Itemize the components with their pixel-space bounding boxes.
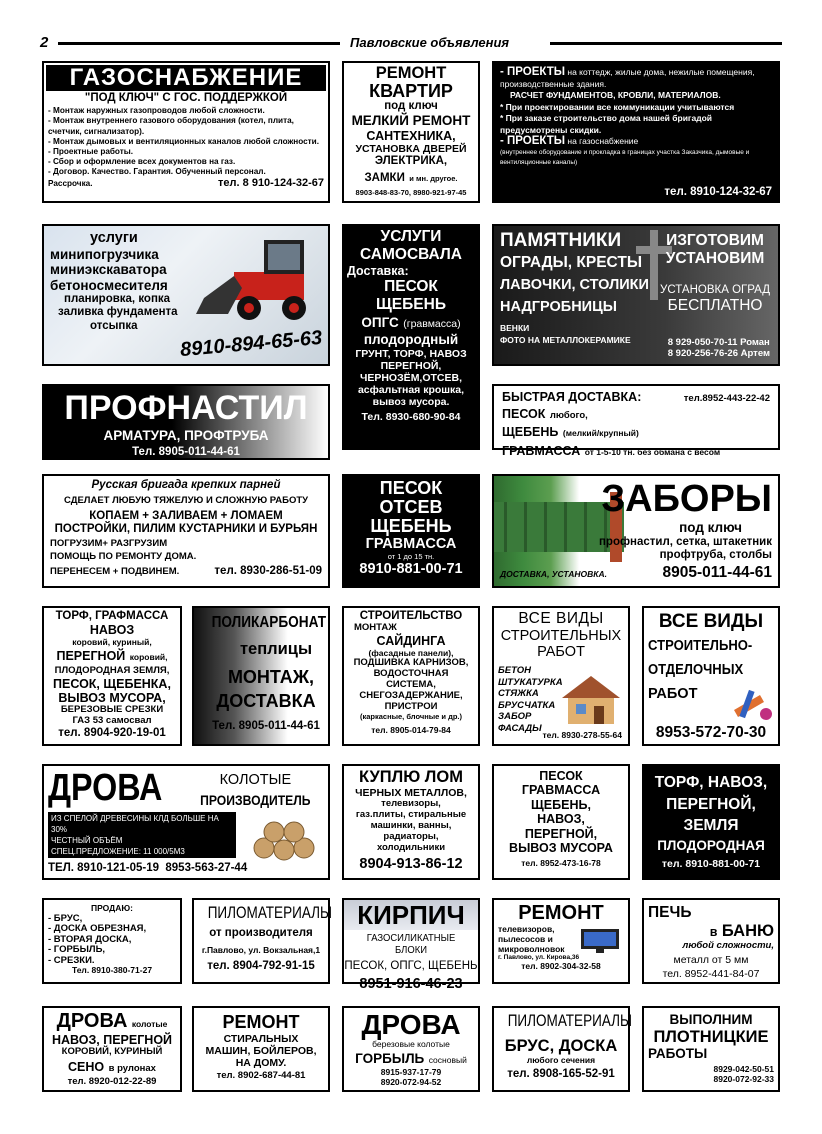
samosval-phone: Тел. 8930-680-90-84 — [361, 410, 461, 423]
gas-subtitle: "ПОД КЛЮЧ" С ГОС. ПОДДЕРЖКОЙ — [84, 92, 288, 104]
drova3-phone-2: 8920-072-94-52 — [380, 1076, 442, 1087]
drova3-phone-1: 8915-937-17-79 — [380, 1067, 442, 1078]
torf1-l4b: коровий, — [129, 652, 168, 663]
remont-phone: 8903-848-83-70, 8980-921-97-45 — [355, 187, 467, 197]
kirpich-phone: 8951-916-46-23 — [359, 976, 463, 993]
pilo1-l2: от производителя — [209, 926, 313, 939]
gas-list — [48, 106, 324, 189]
prodayu-item: - БРУС, — [48, 912, 83, 924]
bystr-phone: тел.8952-443-22-42 — [683, 393, 770, 404]
plotnik-l2: ПЛОТНИЦКИЕ — [653, 1027, 769, 1046]
samosval-l1: УСЛУГИ — [380, 228, 442, 245]
remstir-l4: НА ДОМУ. — [235, 1056, 287, 1069]
polik-l4: ДОСТАВКА — [216, 691, 316, 712]
remtv-l2: телевизоров, — [498, 924, 555, 934]
bystr-l2b: любого, — [549, 409, 588, 421]
plotnik-l3: РАБОТЫ — [648, 1046, 708, 1062]
ad-torf-navoz — [642, 764, 780, 880]
house-image — [560, 674, 622, 726]
drova1-phone: ТЕЛ. 8910-121-05-19 8953-563-27-44 — [48, 861, 248, 874]
lom-l7: холодильники — [376, 841, 446, 853]
stroimont-l5: ПОДШИВКА КАРНИЗОВ, — [353, 657, 469, 669]
pesok-l5: от 1 до 15 тн. — [387, 551, 435, 561]
brigada-l2: СДЕЛАЕТ ЛЮБУЮ ТЯЖЕЛУЮ И СЛОЖНУЮ РАБОТУ — [63, 495, 309, 507]
drova1-title: ДРОВА — [48, 767, 163, 809]
torf1-phone: тел. 8904-920-19-01 — [58, 727, 166, 740]
pesok-l1: ПЕСОК — [379, 478, 443, 498]
stroimont-l3: САЙДИНГА — [376, 634, 446, 649]
stroimont-l9: ПРИСТРОИ — [384, 700, 438, 712]
firewood-image — [250, 816, 322, 862]
gas-item: - Монтаж дымовых и вентиляционных каналов любой сложности. — [48, 136, 319, 146]
drova1-offer — [48, 812, 236, 858]
brigada-phone: тел. 8930-286-51-09 — [214, 565, 322, 578]
kirpich-l3: ПЕСОК, ОПГС, ЩЕБЕНЬ — [344, 960, 478, 973]
pilo2-l3: любого сечения — [526, 1054, 596, 1065]
remont-l5: САНТЕХНИКА, — [366, 128, 456, 143]
pamyat-r1: ИЗГОТОВИМ — [666, 232, 764, 249]
otdelka-l4: РАБОТ — [648, 686, 698, 702]
stroimont-l1: СТРОИТЕЛЬСТВО — [359, 610, 463, 622]
gas-title: ГАЗОСНАБЖЕНИЕ — [46, 65, 326, 91]
pilo1-phone: тел. 8904-792-91-15 — [207, 959, 315, 972]
pilo1-l3: г.Павлово, ул. Вокзальная,1 — [201, 945, 321, 956]
ad-pesok-otsev — [342, 474, 480, 588]
prodayu-phone: Тел. 8910-380-71-27 — [71, 965, 153, 976]
drova2-l1a: ДРОВА — [56, 1010, 128, 1032]
otdelka-l2: СТРОИТЕЛЬНО- — [648, 638, 753, 654]
excavator-image — [194, 232, 328, 322]
ad-torf-grafmassa — [42, 606, 182, 746]
bystr-l1: БЫСТРАЯ ДОСТАВКА: — [502, 390, 642, 404]
drova1-b2: ЧЕСТНЫЙ ОБЪЁМ — [51, 836, 123, 845]
remont-l8b: и мн. другое. — [409, 174, 458, 184]
ad-proekty — [492, 61, 780, 203]
torf1-l8: БЕРЕЗОВЫЕ СРЕЗКИ — [60, 704, 164, 716]
drova1-r2: ПРОИЗВОДИТЕЛЬ — [200, 792, 311, 808]
minigruz-phone: 8910-894-65-63 — [178, 326, 323, 362]
proekt-l2: РАСЧЕТ ФУНДАМЕНТОВ, КРОВЛИ, МАТЕРИАЛОВ. — [510, 90, 721, 100]
brigada-l1: Русская бригада крепких парней — [91, 479, 281, 491]
pesok2-l5: ПЕРЕГНОЙ, — [524, 826, 598, 841]
pamyat-r4: БЕСПЛАТНО — [667, 296, 763, 314]
proekt-l5a: - ПРОЕКТЫ — [500, 135, 566, 147]
remont-l1: РЕМОНТ — [375, 64, 447, 82]
torf2-phone: тел. 8910-881-00-71 — [661, 858, 761, 870]
pesok2-l4: НАВОЗ, — [537, 812, 585, 827]
drova1-r1: КОЛОТЫЕ — [219, 772, 292, 788]
otdelka-phone: 8953-572-70-30 — [655, 724, 767, 742]
header-rule-right — [550, 42, 782, 45]
minigruz-l4: бетоносмесителя — [50, 277, 168, 293]
ad-drova-kolotye — [42, 764, 330, 880]
proekt-l4: * При заказе строительство дома нашей бригадой предусмотрены скидки. — [500, 113, 713, 135]
ad-plotnickie — [642, 1006, 780, 1092]
samosval-l7: плодородный — [363, 332, 459, 348]
pamyat-phone-1: 8 929-050-70-11 Роман — [667, 337, 770, 349]
prof-subtitle: АРМАТУРА, ПРОФТРУБА — [103, 428, 269, 443]
stroimont-l6: ВОДОСТОЧНАЯ — [373, 668, 449, 680]
pech-l2b: БАНЮ — [721, 921, 774, 940]
minigruz-l3: миниэкскаватора — [50, 262, 167, 278]
ad-drova-seno — [42, 1006, 182, 1092]
polik-l2: теплицы — [239, 639, 313, 658]
remtv-phone: тел. 8902-304-32-58 — [521, 960, 601, 971]
drova2-l1b: колотые — [131, 1019, 168, 1029]
gas-phone: тел. 8 910-124-32-67 — [218, 176, 324, 189]
pamyat-l5: ВЕНКИ — [500, 323, 530, 333]
brigada-l6: ПОМОЩЬ ПО РЕМОНТУ ДОМА. — [50, 550, 197, 562]
proekt-l1b: на коттедж, жилые дома, нежилые помещения, производственные здания. — [500, 67, 755, 89]
drova1-b3: СПЕЦ.ПРЕДЛОЖЕНИЕ: 11 000/5М3 — [51, 847, 185, 856]
zabory-l2: профнастил, сетка, штакетник — [598, 535, 772, 548]
ad-pilomaterialy-1 — [192, 898, 333, 984]
remstir-l1: РЕМОНТ — [222, 1012, 300, 1032]
pech-phone: тел. 8952-441-84-07 — [662, 968, 760, 981]
zabory-l4: ДОСТАВКА, УСТАНОВКА. — [500, 568, 607, 579]
samosval-l4: ПЕСОК — [384, 278, 438, 295]
remtv-l5: г. Павлово, ул. Кирова,36 — [498, 954, 580, 962]
bystr-l4a: ГРАВМАССА — [502, 443, 581, 458]
torf2-l3: ЗЕМЛЯ — [683, 817, 739, 834]
polik-l3: МОНТАЖ, — [227, 666, 315, 687]
pech-l1: ПЕЧЬ — [648, 904, 692, 921]
pilo2-phone: тел. 8908-165-52-91 — [507, 1067, 615, 1080]
ad-pech — [642, 898, 780, 984]
pilo2-l2: БРУС, ДОСКА — [504, 1036, 618, 1055]
lom-l3: телевизоры, — [381, 798, 441, 810]
lom-l5: машинки, ванны, — [370, 819, 452, 831]
drova2-phone: тел. 8920-012-22-89 — [67, 1075, 157, 1087]
remont-l3: под ключ — [384, 100, 438, 112]
minigruz-l6: заливка фундамента — [58, 306, 178, 319]
stroimont-l10: (каркасные, блочные и др.) — [359, 711, 463, 721]
torf1-l2: НАВОЗ — [89, 623, 135, 638]
samosval-l9: ПЕРЕГНОЙ, — [380, 359, 442, 372]
bystr-l3a: ЩЕБЕНЬ — [502, 425, 559, 440]
drova3-l1: ДРОВА — [361, 1009, 461, 1040]
vsevidy-item: БРУСЧАТКА — [498, 699, 556, 711]
pesok2-l6: ВЫВОЗ МУСОРА — [509, 840, 613, 855]
pamyat-l3: ЛАВОЧКИ, СТОЛИКИ — [500, 277, 649, 293]
pilo2-l1: ПИЛОМАТЕРИАЛЫ — [507, 1012, 633, 1030]
remont-l8a: ЗАМКИ — [364, 172, 405, 185]
pech-l4: металл от 5 мм — [673, 954, 749, 967]
minigruz-l5: планировка, копка — [64, 293, 171, 306]
vsevidy-item: ФАСАДЫ — [498, 722, 542, 734]
gas-item: - Монтаж наружных газопроводов любой сложности. — [48, 106, 265, 116]
ad-zabory — [492, 474, 780, 588]
ad-pilomaterialy-2 — [492, 1006, 633, 1092]
plotnik-phone-1: 8929-042-50-51 — [713, 1064, 774, 1074]
remont-l6: УСТАНОВКА ДВЕРЕЙ — [355, 143, 467, 156]
plotnik-l1: ВЫПОЛНИМ — [669, 1012, 753, 1027]
remstir-l3: МАШИН, БОЙЛЕРОВ, — [205, 1044, 317, 1057]
vsevidy-item: ШТУКАТУРКА — [498, 676, 563, 688]
stroimont-phone: тел. 8905-014-79-84 — [371, 724, 451, 735]
gas-item: - Договор. Качество. Гарантия. Обученный персонал. — [48, 167, 266, 177]
otdelka-l3: ОТДЕЛОЧНЫХ — [648, 662, 744, 678]
torf1-l5: ПЛОДОРОДНАЯ ЗЕМЛЯ, — [54, 664, 170, 676]
prof-phone: Тел. 8905-011-44-61 — [132, 445, 240, 458]
pamyat-r3: УСТАНОВКА ОГРАД — [660, 283, 770, 296]
header-rule-left — [58, 42, 340, 45]
drova2-l4b: в рулонах — [108, 1063, 156, 1075]
ad-remont-kvartir — [342, 61, 480, 203]
drova2-l2: НАВОЗ, ПЕРЕГНОЙ — [51, 1033, 173, 1047]
pamyat-phone-2: 8 920-256-76-26 Артем — [667, 348, 770, 360]
ad-prodayu — [42, 898, 182, 984]
pech-l2a: в — [709, 924, 718, 939]
pesok-l4: ГРАВМАССА — [365, 536, 457, 552]
bystr-l3b: (мелкий/крупный) — [562, 428, 639, 439]
ad-drova-berezovye — [342, 1006, 480, 1092]
pech-l3: любой сложности, — [682, 940, 774, 952]
bystr-l4b: от 1-5-10 тн. без обмана с весом — [584, 446, 721, 457]
pesok2-l2: ГРАВМАССА — [521, 783, 601, 798]
polik-phone: Тел. 8905-011-44-61 — [212, 720, 320, 733]
lom-l1: КУПЛЮ ЛОМ — [359, 768, 463, 786]
remtv-l1: РЕМОНТ — [518, 902, 604, 924]
pamyat-l1: ПАМЯТНИКИ — [500, 230, 622, 251]
samosval-l6a: ОПГС — [361, 314, 399, 330]
stroimont-l4: (фасадные панели), — [368, 647, 454, 658]
brigada-l3: КОПАЕМ + ЗАЛИВАЕМ + ЛОМАЕМ — [89, 510, 283, 523]
drova3-l2: березовые колотые — [372, 1039, 450, 1049]
ad-profnastil — [42, 384, 330, 460]
kirpich-l1: КИРПИЧ — [344, 900, 478, 930]
prodayu-title: ПРОДАЮ: — [91, 903, 133, 913]
stroimont-l2: МОНТАЖ — [354, 622, 397, 634]
torf1-l3: коровий, куриный, — [72, 636, 152, 647]
remstir-l2: СТИРАЛЬНЫХ — [223, 1032, 299, 1045]
brigada-l7: ПЕРЕНЕСЕМ + ПОДВИНЕМ. — [50, 566, 180, 578]
pesok2-phone: тел. 8952-473-16-78 — [521, 858, 601, 869]
pesok2-l3: ЩЕБЕНЬ, — [531, 797, 591, 812]
newspaper-title: Павловские объявления — [350, 35, 510, 50]
torf1-l7: ВЫВОЗ МУСОРА, — [58, 691, 166, 706]
polik-l1: ПОЛИКАРБОНАТ — [211, 614, 327, 631]
ad-vse-vidy-stroit — [492, 606, 630, 746]
torf1-l4a: ПЕРЕГНОЙ — [56, 649, 126, 664]
vsevidy-l2: СТРОИТЕЛЬНЫХ — [500, 627, 622, 644]
samosval-l2: САМОСВАЛА — [359, 245, 463, 263]
pesok-l2: ОТСЕВ — [379, 497, 443, 517]
samosval-l11: асфальтная крошка, — [357, 383, 465, 396]
vsevidy-item: СТЯЖКА — [498, 688, 539, 700]
zabory-l1: под ключ — [679, 520, 742, 535]
prodayu-item: - СРЕЗКИ. — [48, 954, 95, 966]
lom-l4: газ.плиты, стиральные — [355, 808, 467, 820]
paint-tools-image — [730, 684, 774, 722]
remont-l2: КВАРТИР — [369, 81, 453, 101]
ad-gas — [42, 61, 330, 203]
gas-item: - Монтаж внутреннего газового оборудования (котел, плита, счетчик, сигнализатор). — [48, 116, 294, 136]
remstir-phone: тел. 8902-687-44-81 — [216, 1069, 306, 1081]
ad-polikarbonat — [192, 606, 330, 746]
gas-installment: Рассрочка. — [48, 178, 93, 188]
proekt-l5b: на газоснабжение — [567, 136, 639, 146]
stroimont-l8: СНЕГОЗАДЕРЖАНИЕ, — [359, 690, 463, 702]
lom-l6: радиаторы, — [383, 830, 439, 842]
pamyat-l6: ФОТО НА МЕТАЛЛОКЕРАМИКЕ — [500, 334, 631, 345]
ad-otdelka — [642, 606, 780, 746]
vsevidy-l1: ВСЕ ВИДЫ — [518, 610, 604, 627]
bystr-l2a: ПЕСОК — [502, 406, 546, 421]
pamyat-l4: НАДГРОБНИЦЫ — [500, 299, 617, 315]
brigada-l5: ПОГРУЗИМ+ РАЗГРУЗИМ — [50, 537, 168, 549]
ad-sayding — [342, 606, 480, 746]
kirpich-l2: ГАЗОСИЛИКАТНЫЕ БЛОКИ — [366, 932, 456, 957]
gas-item: - Проектные работы. — [48, 147, 134, 157]
ad-brigada — [42, 474, 330, 588]
vsevidy-item: ЗАБОР — [498, 711, 532, 723]
vsevidy-l3: РАБОТ — [537, 644, 585, 661]
minigruz-l7: отсыпка — [90, 319, 138, 332]
drova1-b1: ИЗ СПЕЛОЙ ДРЕВЕСИНЫ КЛД БОЛЬШЕ НА 30% — [51, 814, 219, 834]
proekt-l1a: - ПРОЕКТЫ — [500, 66, 566, 78]
torf1-l1: ТОРФ, ГРАФМАССА — [55, 610, 169, 622]
pamyat-l2: ОГРАДЫ, КРЕСТЫ — [500, 254, 643, 271]
page-header — [40, 34, 782, 52]
proekt-l3: * При проектировании все коммуникации учитываются — [500, 101, 735, 112]
zabory-l3: профтруба, столбы — [659, 548, 772, 561]
samosval-l8: ГРУНТ, ТОРФ, НАВОЗ — [355, 347, 467, 360]
pesok-phone: 8910-881-00-71 — [359, 561, 463, 578]
plotnik-phone-2: 8920-072-92-33 — [713, 1073, 774, 1084]
samosval-l12: вывоз мусора. — [372, 395, 450, 408]
ad-remont-stiralnyh — [192, 1006, 330, 1092]
minigruz-l1: услуги — [90, 230, 138, 246]
prodayu-list — [48, 914, 176, 967]
remtv-l3: пылесосов и — [498, 933, 553, 944]
vsevidy-item: БЕТОН — [498, 665, 531, 677]
proekt-phone: тел. 8910-124-32-67 — [664, 185, 772, 198]
minigruz-l2: минипогрузчика — [50, 246, 159, 262]
remtv-l4: микроволновок — [498, 943, 565, 954]
ad-kuplyu-lom — [342, 764, 480, 880]
drova2-l4a: СЕНО — [68, 1060, 105, 1075]
ad-pamyatniki — [492, 224, 780, 366]
samosval-l10: ЧЕРНОЗЁМ,ОТСЕВ, — [359, 371, 463, 384]
drova3-l3a: ГОРБЫЛЬ — [355, 1050, 425, 1066]
prodayu-item: - ГОРБЫЛЬ, — [48, 944, 106, 956]
ad-minipogruzchik — [42, 224, 330, 366]
torf1-l9: ГАЗ 53 самосвал — [72, 715, 152, 727]
page-number: 2 — [40, 34, 49, 51]
torf2-l2: ПЕРЕГНОЙ, — [666, 796, 756, 813]
ad-samosval — [342, 224, 480, 450]
lom-l2: ЧЕРНЫХ МЕТАЛЛОВ, — [355, 786, 467, 799]
remont-l4: МЕЛКИЙ РЕМОНТ — [351, 113, 471, 129]
drova3-l3b: сосновый — [428, 1054, 467, 1065]
proekt-l6: (внутреннее оборудование и прокладка в границах участка Заказчика, дымовые и вентиляционные каналы) — [500, 148, 750, 166]
pesok-l3: ЩЕБЕНЬ — [370, 516, 452, 536]
torf2-l4: ПЛОДОРОДНАЯ — [657, 838, 765, 853]
brigada-l4: ПОСТРОЙКИ, ПИЛИМ КУСТАРНИКИ И БУРЬЯН — [54, 523, 318, 536]
tv-image — [580, 928, 620, 954]
pesok2-l1: ПЕСОК — [539, 769, 583, 783]
lom-phone: 8904-913-86-12 — [359, 855, 463, 872]
pamyat-r2: УСТАНОВИМ — [665, 249, 765, 267]
gas-item: - Сбор и оформление всех документов на газ. — [48, 157, 236, 167]
stroimont-l7: СИСТЕМА, — [386, 679, 436, 691]
ad-bystraya — [492, 384, 780, 458]
zabory-title: ЗАБОРЫ — [601, 478, 772, 520]
drova2-l3: КОРОВИЙ, КУРИНЫЙ — [61, 1046, 163, 1058]
samosval-l6b: (гравмасса) — [403, 317, 461, 330]
torf1-l6: ПЕСОК, ЩЕБЕНКА, — [53, 676, 171, 691]
prof-title: ПРОФНАСТИЛ — [64, 389, 308, 427]
ad-remont-tv — [492, 898, 630, 984]
samosval-l5: ЩЕБЕНЬ — [376, 295, 446, 313]
prodayu-item: - ВТОРАЯ ДОСКА, — [48, 933, 132, 945]
otdelka-l1: ВСЕ ВИДЫ — [658, 611, 764, 632]
remont-l7: ЭЛЕКТРИКА, — [374, 155, 448, 168]
ad-kirpich — [342, 898, 480, 993]
torf2-l1: ТОРФ, НАВОЗ, — [654, 774, 768, 791]
samosval-l3: Доставка: — [347, 263, 409, 278]
ad-pesok-gravmassa — [492, 764, 630, 880]
prodayu-item: - ДОСКА ОБРЕЗНАЯ, — [48, 923, 147, 935]
zabory-phone: 8905-011-44-61 — [662, 563, 772, 581]
pilo1-l1: ПИЛОМАТЕРИАЛЫ — [207, 904, 333, 922]
vsevidy-phone: тел. 8930-278-55-64 — [542, 730, 622, 741]
